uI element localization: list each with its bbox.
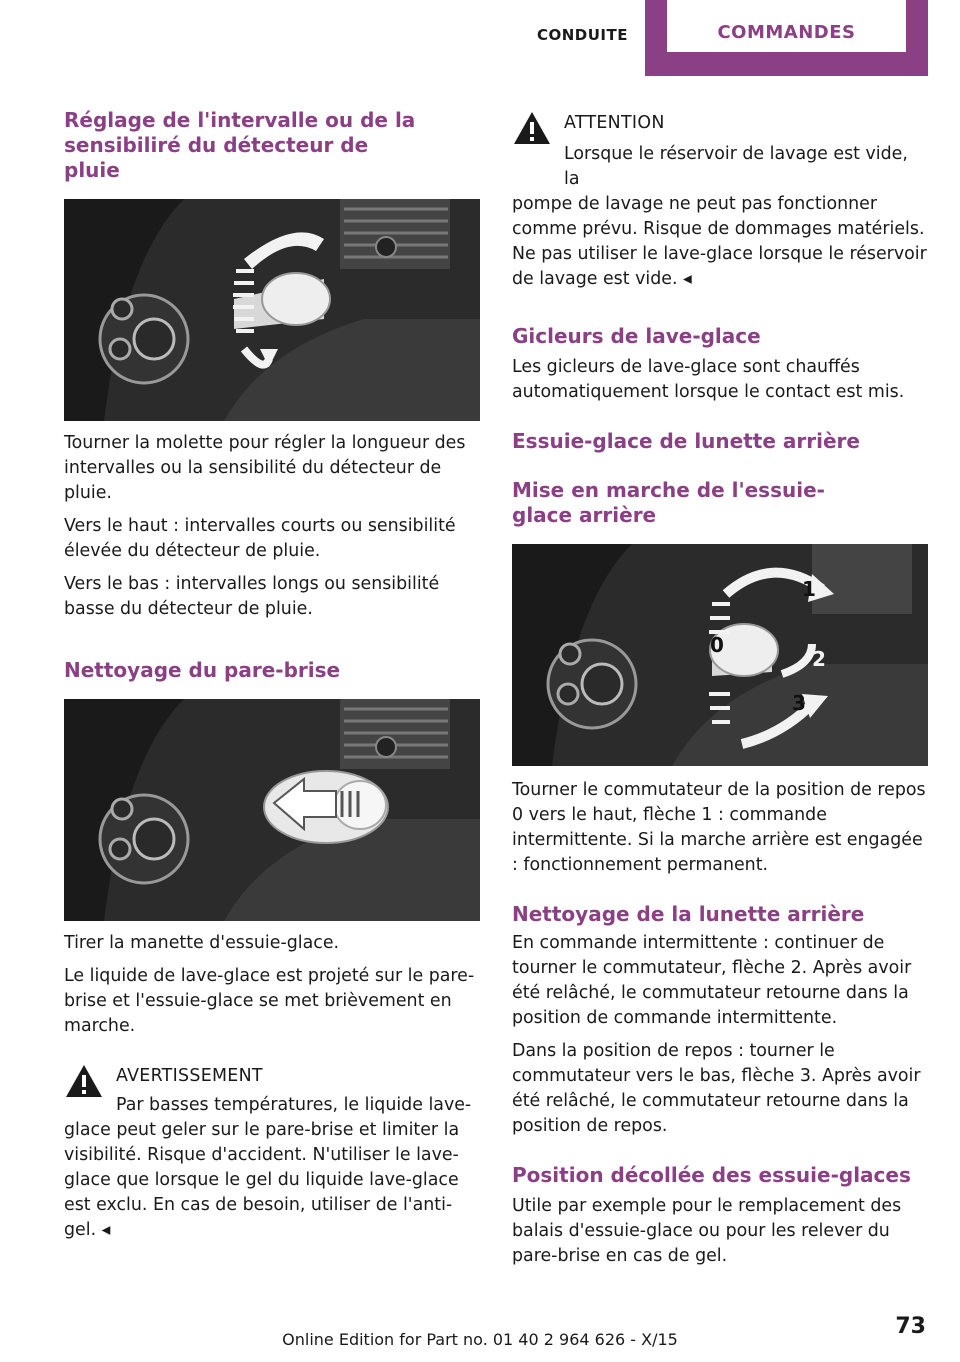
text-up: Vers le haut : intervalles courts ou sensibilité élevée du détecteur de pluie. xyxy=(64,516,456,561)
rear-wiper-switch-positions-image xyxy=(512,544,928,766)
text-pull-stalk: Tirer la manette d'essuie-glace. xyxy=(64,933,340,953)
heading-rear-window-cleaning: Nettoyage de la lunette arrière xyxy=(512,902,865,926)
warning-text-rest: glace peut geler sur le pare-brise et limiter la visibilité. Risque d'accident. N'utiliser le lave-glace que lorsque le gel du liquide lave-glace est exclu. En cas de besoin, utiliser de l'anti-gel. xyxy=(64,1120,460,1240)
heading-rear-wiper-on: Mise en marche de l'essuie-glace arrière xyxy=(512,478,825,527)
end-mark-icon: ◂ xyxy=(683,269,692,289)
rear-wiper-label-0: 0 xyxy=(710,633,724,657)
header-section-label: CONDUITE xyxy=(536,26,628,44)
heading-interval: Réglage de l'intervalle ou de la sensibiliré du détecteur de pluie xyxy=(64,108,416,182)
text-washer-fluid: Le liquide de lave-glace est projeté sur le pare-brise et l'essuie-glace se met brièvement en marche. xyxy=(64,966,475,1036)
page-number: 73 xyxy=(895,1314,926,1339)
rear-wiper-label-1: 1 xyxy=(802,577,816,601)
wiper-stalk-rotary-dial-image xyxy=(64,199,480,421)
heading-washer-jets: Gicleurs de lave-glace xyxy=(512,324,761,348)
attention-text-rest: pompe de lavage ne peut pas fonctionner comme prévu. Risque de dommages matériels. Ne pas utiliser le lave-glace lorsque le réservoir de lavage est vide. xyxy=(512,194,927,289)
heading-windshield-cleaning: Nettoyage du pare-brise xyxy=(64,658,341,682)
figure-rear-wiper-switch xyxy=(512,544,928,766)
text-turn-dial: Tourner la molette pour régler la longueur des intervalles ou la sensibilité du détecteur de pluie. xyxy=(64,433,466,503)
warning-title: AVERTISSEMENT xyxy=(116,1066,263,1086)
rear-wiper-label-2: 2 xyxy=(812,647,826,671)
rear-wiper-label-3: 3 xyxy=(792,691,806,715)
text-rear-clean-rest: Dans la position de repos : tourner le commutateur vers le bas, flèche 3. Après avoir été relâché, le commutateur retourne dans la position de repos. xyxy=(512,1041,921,1136)
attention-text xyxy=(512,192,928,292)
attention-text-first-line: Lorsque le réservoir de lavage est vide, la xyxy=(564,144,908,189)
text-washer-jets: Les gicleurs de lave-glace sont chauffés automatiquement lorsque le contact est mis. xyxy=(512,357,905,402)
text-rear-clean-intermittent: En commande intermittente : continuer de tourner le commutateur, flèche 2. Après avoir été relâché, le commutateur retourne dans la position de commande intermittente. xyxy=(512,933,912,1028)
end-mark-icon: ◂ xyxy=(101,1220,111,1240)
warning-box xyxy=(64,1063,480,1243)
right-column xyxy=(512,110,928,1269)
header-chapter-tab xyxy=(645,0,928,76)
wiper-stalk-pull-image xyxy=(64,699,480,921)
heading-rear-wiper: Essuie-glace de lunette arrière xyxy=(512,429,860,453)
header-section xyxy=(520,0,645,72)
warning-text xyxy=(64,1118,480,1243)
text-rear-wiper-on: Tourner le commutateur de la position de repos 0 vers le haut, flèche 1 : commande intermittente. Si la marche arrière est engagée : fonctionnement permanent. xyxy=(512,780,926,875)
warning-triangle-icon xyxy=(64,1063,104,1099)
heading-wiper-lift-position: Position décollée des essuie-glaces xyxy=(512,1163,911,1187)
text-wiper-lift: Utile par exemple pour le remplacement des balais d'essuie-glace ou pour les relever du pare-brise en cas de gel. xyxy=(512,1196,902,1266)
header-chapter-inner xyxy=(667,0,906,52)
warning-triangle-icon xyxy=(512,110,552,146)
figure-rotary-dial xyxy=(64,199,480,421)
text-down: Vers le bas : intervalles longs ou sensibilité basse du détecteur de pluie. xyxy=(64,574,440,619)
header-chapter-label: COMMANDES xyxy=(717,22,856,43)
figure-pull-stalk xyxy=(64,699,480,921)
warning-text-first-line: Par basses températures, le liquide lave- xyxy=(116,1095,472,1115)
attention-title: ATTENTION xyxy=(564,113,665,133)
footer-edition: Online Edition for Part no. 01 40 2 964 626 - X/15 xyxy=(282,1330,678,1349)
left-column xyxy=(64,108,480,1243)
attention-box xyxy=(512,110,928,292)
